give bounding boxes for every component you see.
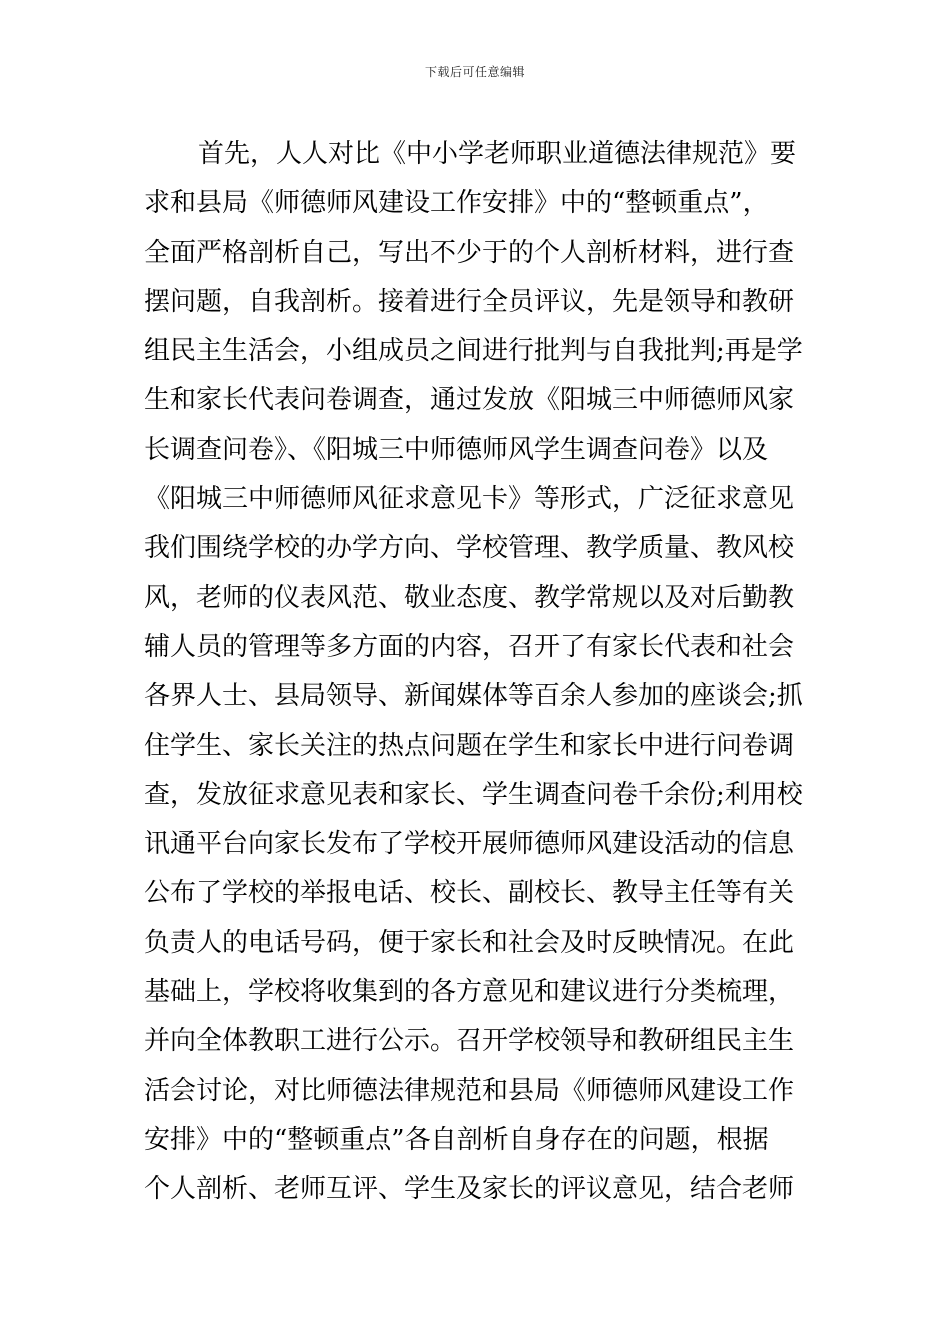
- paragraph-line: 首先，人人对比《中小学老师职业道德法律规范》要: [198, 139, 797, 169]
- paragraph-line: 组民主生活会，小组成员之间进行批判与自我批判;再是学: [144, 336, 803, 367]
- paragraph-line: 摆问题，自我剖析。接着进行全员评议，先是领导和教研: [144, 286, 795, 317]
- page-header: 下载后可任意编辑: [424, 65, 525, 79]
- paragraph-line: 辅人员的管理等多方面的内容，召开了有家长代表和社会: [144, 631, 795, 662]
- paragraph-line: 生和家长代表问卷调查，通过发放《阳城三中师德师风家: [144, 385, 795, 416]
- paragraph-line: 查，发放征求意见表和家长、学生调查问卷千余份;利用校: [144, 779, 803, 810]
- paragraph-line: 并向全体教职工进行公示。召开学校领导和教研组民主生: [144, 1026, 795, 1057]
- paragraph-line: 《阳城三中师德师风征求意见卡》等形式，广泛征求意见: [144, 484, 795, 515]
- paragraph-line: 长调查问卷》、《阳城三中师德师风学生调查问卷》以及: [144, 434, 769, 465]
- paragraph-line: 活会讨论，对比师德法律规范和县局《师德师风建设工作: [144, 1075, 795, 1106]
- paragraph-line: 个人剖析、老师互评、学生及家长的评议意见，结合老师: [144, 1174, 795, 1205]
- paragraph-line: 负责人的电话号码，便于家长和社会及时反映情况。在此: [144, 927, 795, 958]
- paragraph-line: 求和县局《师德师风建设工作安排》中的“整顿重点”，: [144, 188, 769, 219]
- paragraph-line: 全面严格剖析自己，写出不少于的个人剖析材料，进行查: [144, 237, 795, 268]
- paragraph-line: 风，老师的仪表风范、敬业态度、教学常规以及对后勤教: [144, 582, 795, 613]
- paragraph-line: 讯通平台向家长发布了学校开展师德师风建设活动的信息: [144, 829, 795, 860]
- document-body: [144, 130, 814, 1215]
- paragraph-line: 安排》中的“整顿重点”各自剖析自身存在的问题，根据: [144, 1124, 769, 1155]
- paragraph-line: 各界人士、县局领导、新闻媒体等百余人参加的座谈会;抓: [144, 681, 803, 712]
- paragraph-line: 我们围绕学校的办学方向、学校管理、教学质量、教风校: [144, 533, 795, 564]
- paragraph-line: 住学生、家长关注的热点问题在学生和家长中进行问卷调: [144, 730, 795, 761]
- paragraph-line: 基础上，学校将收集到的各方意见和建议进行分类梳理，: [144, 977, 795, 1008]
- paragraph-line: 公布了学校的举报电话、校长、副校长、教导主任等有关: [144, 878, 795, 909]
